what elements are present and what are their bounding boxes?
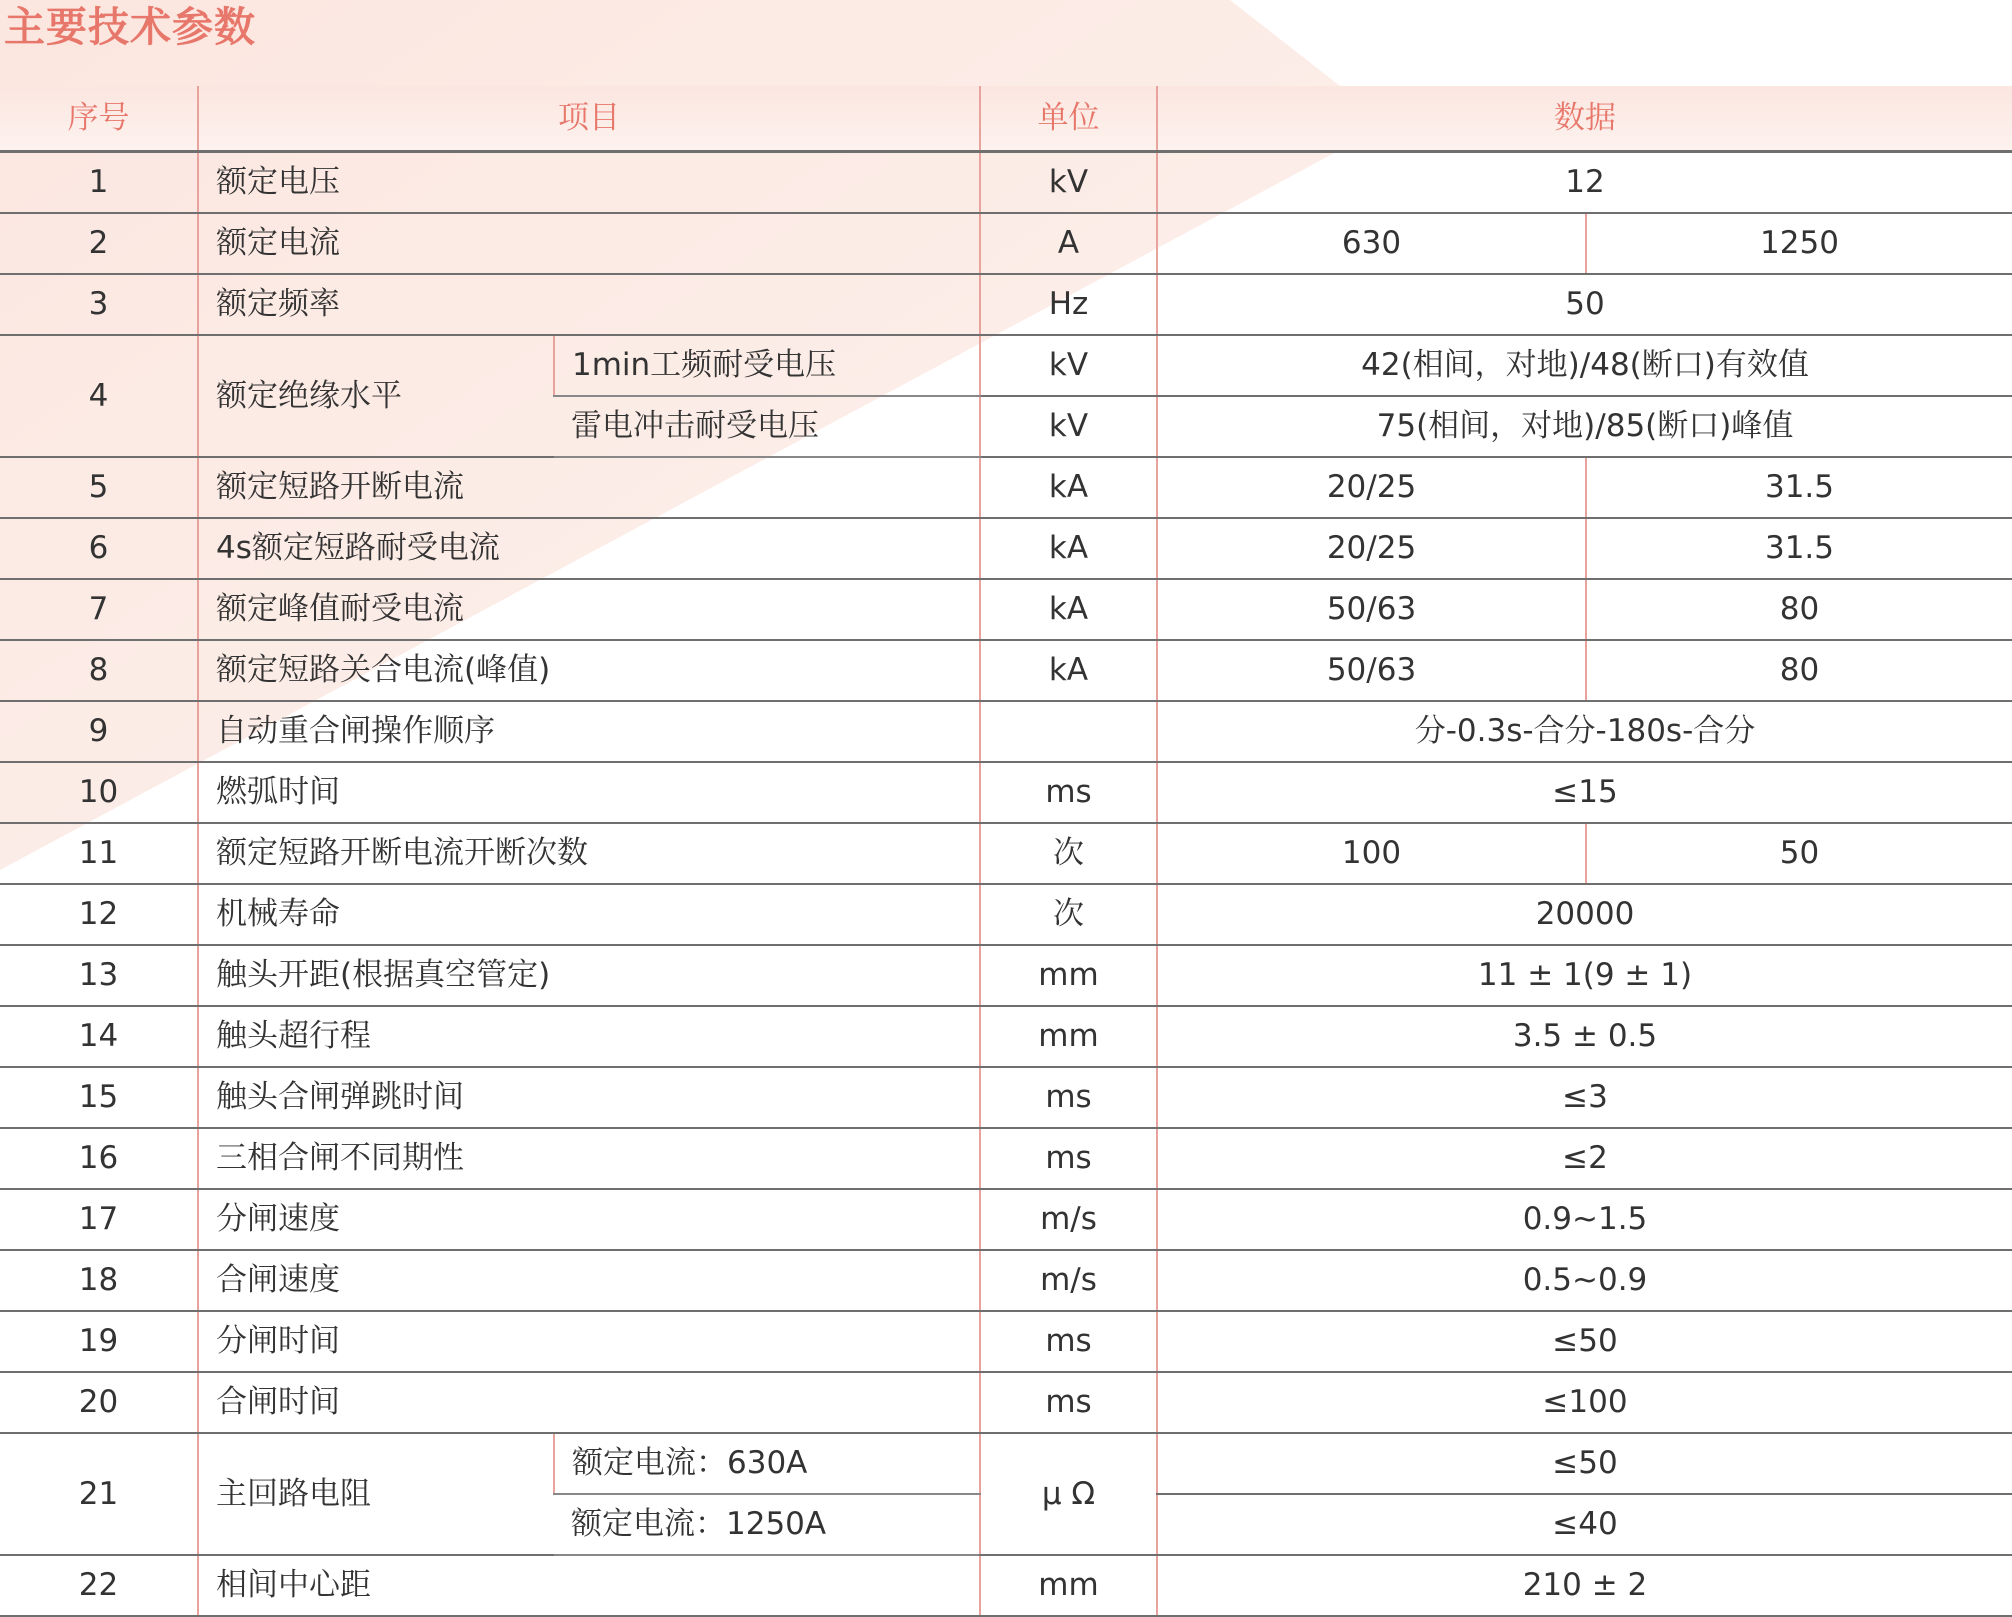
row-value-2: 80 xyxy=(1586,640,2012,701)
row-item: 4s额定短路耐受电流 xyxy=(198,518,980,579)
row-item: 主回路电阻 xyxy=(198,1433,554,1555)
table-row xyxy=(0,1128,2012,1189)
row-item: 额定短路开断电流开断次数 xyxy=(198,823,980,884)
row-item: 分闸时间 xyxy=(198,1311,980,1372)
row-item: 合闸速度 xyxy=(198,1250,980,1311)
table-row xyxy=(0,518,2012,579)
row-value: 210 ± 2 xyxy=(1157,1555,2012,1616)
row-unit: ms xyxy=(980,1128,1157,1189)
table-row xyxy=(0,762,2012,823)
row-unit: ms xyxy=(980,1067,1157,1128)
row-value: 12 xyxy=(1157,152,2012,214)
row-unit xyxy=(980,701,1157,762)
row-value-1: 20/25 xyxy=(1157,457,1586,518)
table-row xyxy=(0,1189,2012,1250)
row-unit: A xyxy=(980,213,1157,274)
row-item: 合闸时间 xyxy=(198,1372,980,1433)
row-unit: ms xyxy=(980,762,1157,823)
row-number: 2 xyxy=(0,213,198,274)
row-unit: 次 xyxy=(980,823,1157,884)
row-number: 14 xyxy=(0,1006,198,1067)
row-value: 75(相间，对地)/85(断口)峰值 xyxy=(1157,396,2012,457)
row-unit: Hz xyxy=(980,274,1157,335)
row-value: ≤15 xyxy=(1157,762,2012,823)
table-row xyxy=(0,1067,2012,1128)
row-number: 19 xyxy=(0,1311,198,1372)
row-value: 11 ± 1(9 ± 1) xyxy=(1157,945,2012,1006)
row-value-2: 50 xyxy=(1586,823,2012,884)
row-unit: m/s xyxy=(980,1189,1157,1250)
row-item: 额定电压 xyxy=(198,152,980,214)
row-value: 分-0.3s-合分-180s-合分 xyxy=(1157,701,2012,762)
row-value-1: 630 xyxy=(1157,213,1586,274)
row-value-2: 1250 xyxy=(1586,213,2012,274)
table-row xyxy=(0,945,2012,1006)
table-row xyxy=(0,335,2012,396)
row-unit: kA xyxy=(980,518,1157,579)
row-value: ≤50 xyxy=(1157,1311,2012,1372)
row-unit: kV xyxy=(980,396,1157,457)
table-row xyxy=(0,1372,2012,1433)
row-unit: kV xyxy=(980,152,1157,214)
row-value: 0.5~0.9 xyxy=(1157,1250,2012,1311)
row-value: 42(相间，对地)/48(断口)有效值 xyxy=(1157,335,2012,396)
row-subitem: 雷电冲击耐受电压 xyxy=(554,396,980,457)
table-row xyxy=(0,213,2012,274)
row-number: 22 xyxy=(0,1555,198,1616)
row-value-2: 31.5 xyxy=(1586,518,2012,579)
row-value-1: 20/25 xyxy=(1157,518,1586,579)
header-item: 项目 xyxy=(198,86,980,152)
row-number: 20 xyxy=(0,1372,198,1433)
table-row xyxy=(0,1433,2012,1494)
row-value-1: 50/63 xyxy=(1157,579,1586,640)
spec-table xyxy=(0,86,2012,1617)
header-data: 数据 xyxy=(1157,86,2012,152)
row-item: 三相合闸不同期性 xyxy=(198,1128,980,1189)
row-number: 16 xyxy=(0,1128,198,1189)
table-row xyxy=(0,1311,2012,1372)
table-row xyxy=(0,1006,2012,1067)
row-value: ≤50 xyxy=(1157,1433,2012,1494)
row-number: 3 xyxy=(0,274,198,335)
row-item: 额定频率 xyxy=(198,274,980,335)
row-item: 触头合闸弹跳时间 xyxy=(198,1067,980,1128)
row-value: 50 xyxy=(1157,274,2012,335)
row-unit: mm xyxy=(980,1555,1157,1616)
row-number: 18 xyxy=(0,1250,198,1311)
row-number: 12 xyxy=(0,884,198,945)
row-item: 额定绝缘水平 xyxy=(198,335,554,457)
row-unit: kA xyxy=(980,579,1157,640)
row-unit: mm xyxy=(980,1006,1157,1067)
row-value-2: 31.5 xyxy=(1586,457,2012,518)
row-number: 4 xyxy=(0,335,198,457)
row-value-1: 100 xyxy=(1157,823,1586,884)
table-row xyxy=(0,884,2012,945)
row-subitem: 额定电流：630A xyxy=(554,1433,980,1494)
row-value-2: 80 xyxy=(1586,579,2012,640)
table-row xyxy=(0,701,2012,762)
row-number: 17 xyxy=(0,1189,198,1250)
row-item: 额定峰值耐受电流 xyxy=(198,579,980,640)
section-title: 主要技术参数 xyxy=(4,3,256,51)
row-value: ≤100 xyxy=(1157,1372,2012,1433)
row-unit: mm xyxy=(980,945,1157,1006)
row-unit: ms xyxy=(980,1311,1157,1372)
header-no: 序号 xyxy=(0,86,198,152)
row-unit: kA xyxy=(980,640,1157,701)
row-number: 6 xyxy=(0,518,198,579)
row-value: ≤40 xyxy=(1157,1494,2012,1555)
row-unit: ms xyxy=(980,1372,1157,1433)
row-number: 7 xyxy=(0,579,198,640)
row-unit: kV xyxy=(980,335,1157,396)
row-number: 10 xyxy=(0,762,198,823)
table-row xyxy=(0,457,2012,518)
row-item: 机械寿命 xyxy=(198,884,980,945)
table-row xyxy=(0,579,2012,640)
table-row xyxy=(0,1250,2012,1311)
row-item: 触头超行程 xyxy=(198,1006,980,1067)
row-item: 额定短路关合电流(峰值) xyxy=(198,640,980,701)
table-row xyxy=(0,823,2012,884)
row-item: 触头开距(根据真空管定) xyxy=(198,945,980,1006)
row-number: 15 xyxy=(0,1067,198,1128)
row-value: 0.9~1.5 xyxy=(1157,1189,2012,1250)
table-row xyxy=(0,274,2012,335)
row-number: 1 xyxy=(0,152,198,214)
header-unit: 单位 xyxy=(980,86,1157,152)
row-number: 9 xyxy=(0,701,198,762)
table-row xyxy=(0,152,2012,214)
row-item: 燃弧时间 xyxy=(198,762,980,823)
table-row xyxy=(0,640,2012,701)
row-subitem: 额定电流：1250A xyxy=(554,1494,980,1555)
row-item: 分闸速度 xyxy=(198,1189,980,1250)
row-item: 自动重合闸操作顺序 xyxy=(198,701,980,762)
row-value-1: 50/63 xyxy=(1157,640,1586,701)
row-number: 8 xyxy=(0,640,198,701)
row-subitem: 1min工频耐受电压 xyxy=(554,335,980,396)
row-unit: μ Ω xyxy=(980,1433,1157,1555)
header-row xyxy=(0,86,2012,152)
row-number: 13 xyxy=(0,945,198,1006)
row-number: 5 xyxy=(0,457,198,518)
row-value: ≤3 xyxy=(1157,1067,2012,1128)
row-value: 20000 xyxy=(1157,884,2012,945)
row-item: 额定电流 xyxy=(198,213,980,274)
row-item: 相间中心距 xyxy=(198,1555,980,1616)
row-value: ≤2 xyxy=(1157,1128,2012,1189)
table-row xyxy=(0,1555,2012,1616)
row-number: 21 xyxy=(0,1433,198,1555)
row-unit: 次 xyxy=(980,884,1157,945)
row-item: 额定短路开断电流 xyxy=(198,457,980,518)
row-unit: kA xyxy=(980,457,1157,518)
row-number: 11 xyxy=(0,823,198,884)
row-unit: m/s xyxy=(980,1250,1157,1311)
row-value: 3.5 ± 0.5 xyxy=(1157,1006,2012,1067)
